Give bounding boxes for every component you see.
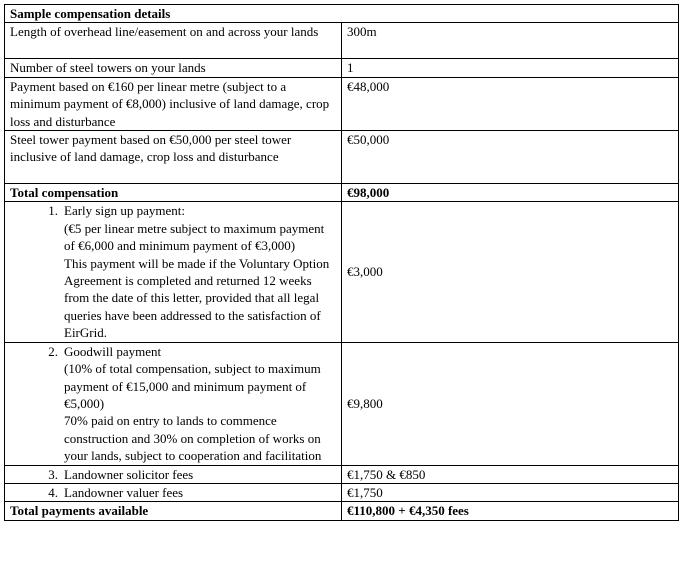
total-payments-label: Total payments available	[5, 502, 342, 520]
row-label: Payment based on €160 per linear metre (subject to a minimum payment of €8,000) inclusive of land damage, crop loss and disturbance	[5, 77, 342, 130]
item-cell	[5, 483, 342, 501]
item-cell	[5, 465, 342, 483]
table-row	[5, 202, 679, 342]
row-value: 1	[342, 59, 679, 77]
table-row	[5, 342, 679, 465]
item-number: 3.	[48, 466, 58, 482]
item-value: €3,000	[342, 202, 679, 342]
table-row	[5, 483, 679, 501]
item-line: This payment will be made if the Voluntary Option Agreement is completed and returned 12 weeks from the date of this letter, provided that all legal queries have been addressed to the satisfaction of EirGrid.	[64, 255, 330, 341]
table-row	[5, 465, 679, 483]
item-number: 1.	[48, 203, 58, 219]
item-line: Landowner solicitor fees	[64, 466, 194, 482]
total-compensation-label: Total compensation	[5, 184, 342, 202]
compensation-table	[4, 4, 679, 521]
total-compensation-value: €98,000	[342, 184, 679, 202]
item-line: Early sign up payment:	[64, 203, 185, 219]
item-value: €9,800	[342, 342, 679, 465]
item-value: €1,750 & €850	[342, 465, 679, 483]
table-title: Sample compensation details	[5, 5, 679, 23]
item-number: 2.	[48, 343, 58, 359]
item-line: Landowner valuer fees	[64, 484, 184, 500]
total-payments-row	[5, 502, 679, 520]
total-payments-value: €110,800 + €4,350 fees	[342, 502, 679, 520]
item-line: (10% of total compensation, subject to maximum payment of €15,000 and minimum payment of €5,000)	[64, 361, 321, 411]
item-line: 70% paid on entry to lands to commence construction and 30% on completion of works on your lands, subject to cooperation and facilitation	[64, 413, 322, 464]
row-label: Number of steel towers on your lands	[5, 59, 342, 77]
row-value: €48,000	[342, 77, 679, 130]
item-cell	[5, 202, 342, 342]
table-header-row	[5, 5, 679, 23]
row-value: €50,000	[342, 131, 679, 184]
table-row	[5, 131, 679, 184]
item-number: 4.	[48, 484, 58, 500]
item-line: (€5 per linear metre subject to maximum payment of €6,000 and minimum payment of €3,000)	[64, 220, 325, 254]
row-label: Length of overhead line/easement on and across your lands	[5, 23, 342, 59]
table-row	[5, 77, 679, 130]
item-cell	[5, 342, 342, 465]
table-row	[5, 23, 679, 59]
row-label: Steel tower payment based on €50,000 per steel tower inclusive of land damage, crop loss and disturbance	[5, 131, 342, 184]
total-compensation-row	[5, 184, 679, 202]
item-value: €1,750	[342, 483, 679, 501]
row-value: 300m	[342, 23, 679, 59]
table-row	[5, 59, 679, 77]
item-line: Goodwill payment	[64, 343, 162, 359]
